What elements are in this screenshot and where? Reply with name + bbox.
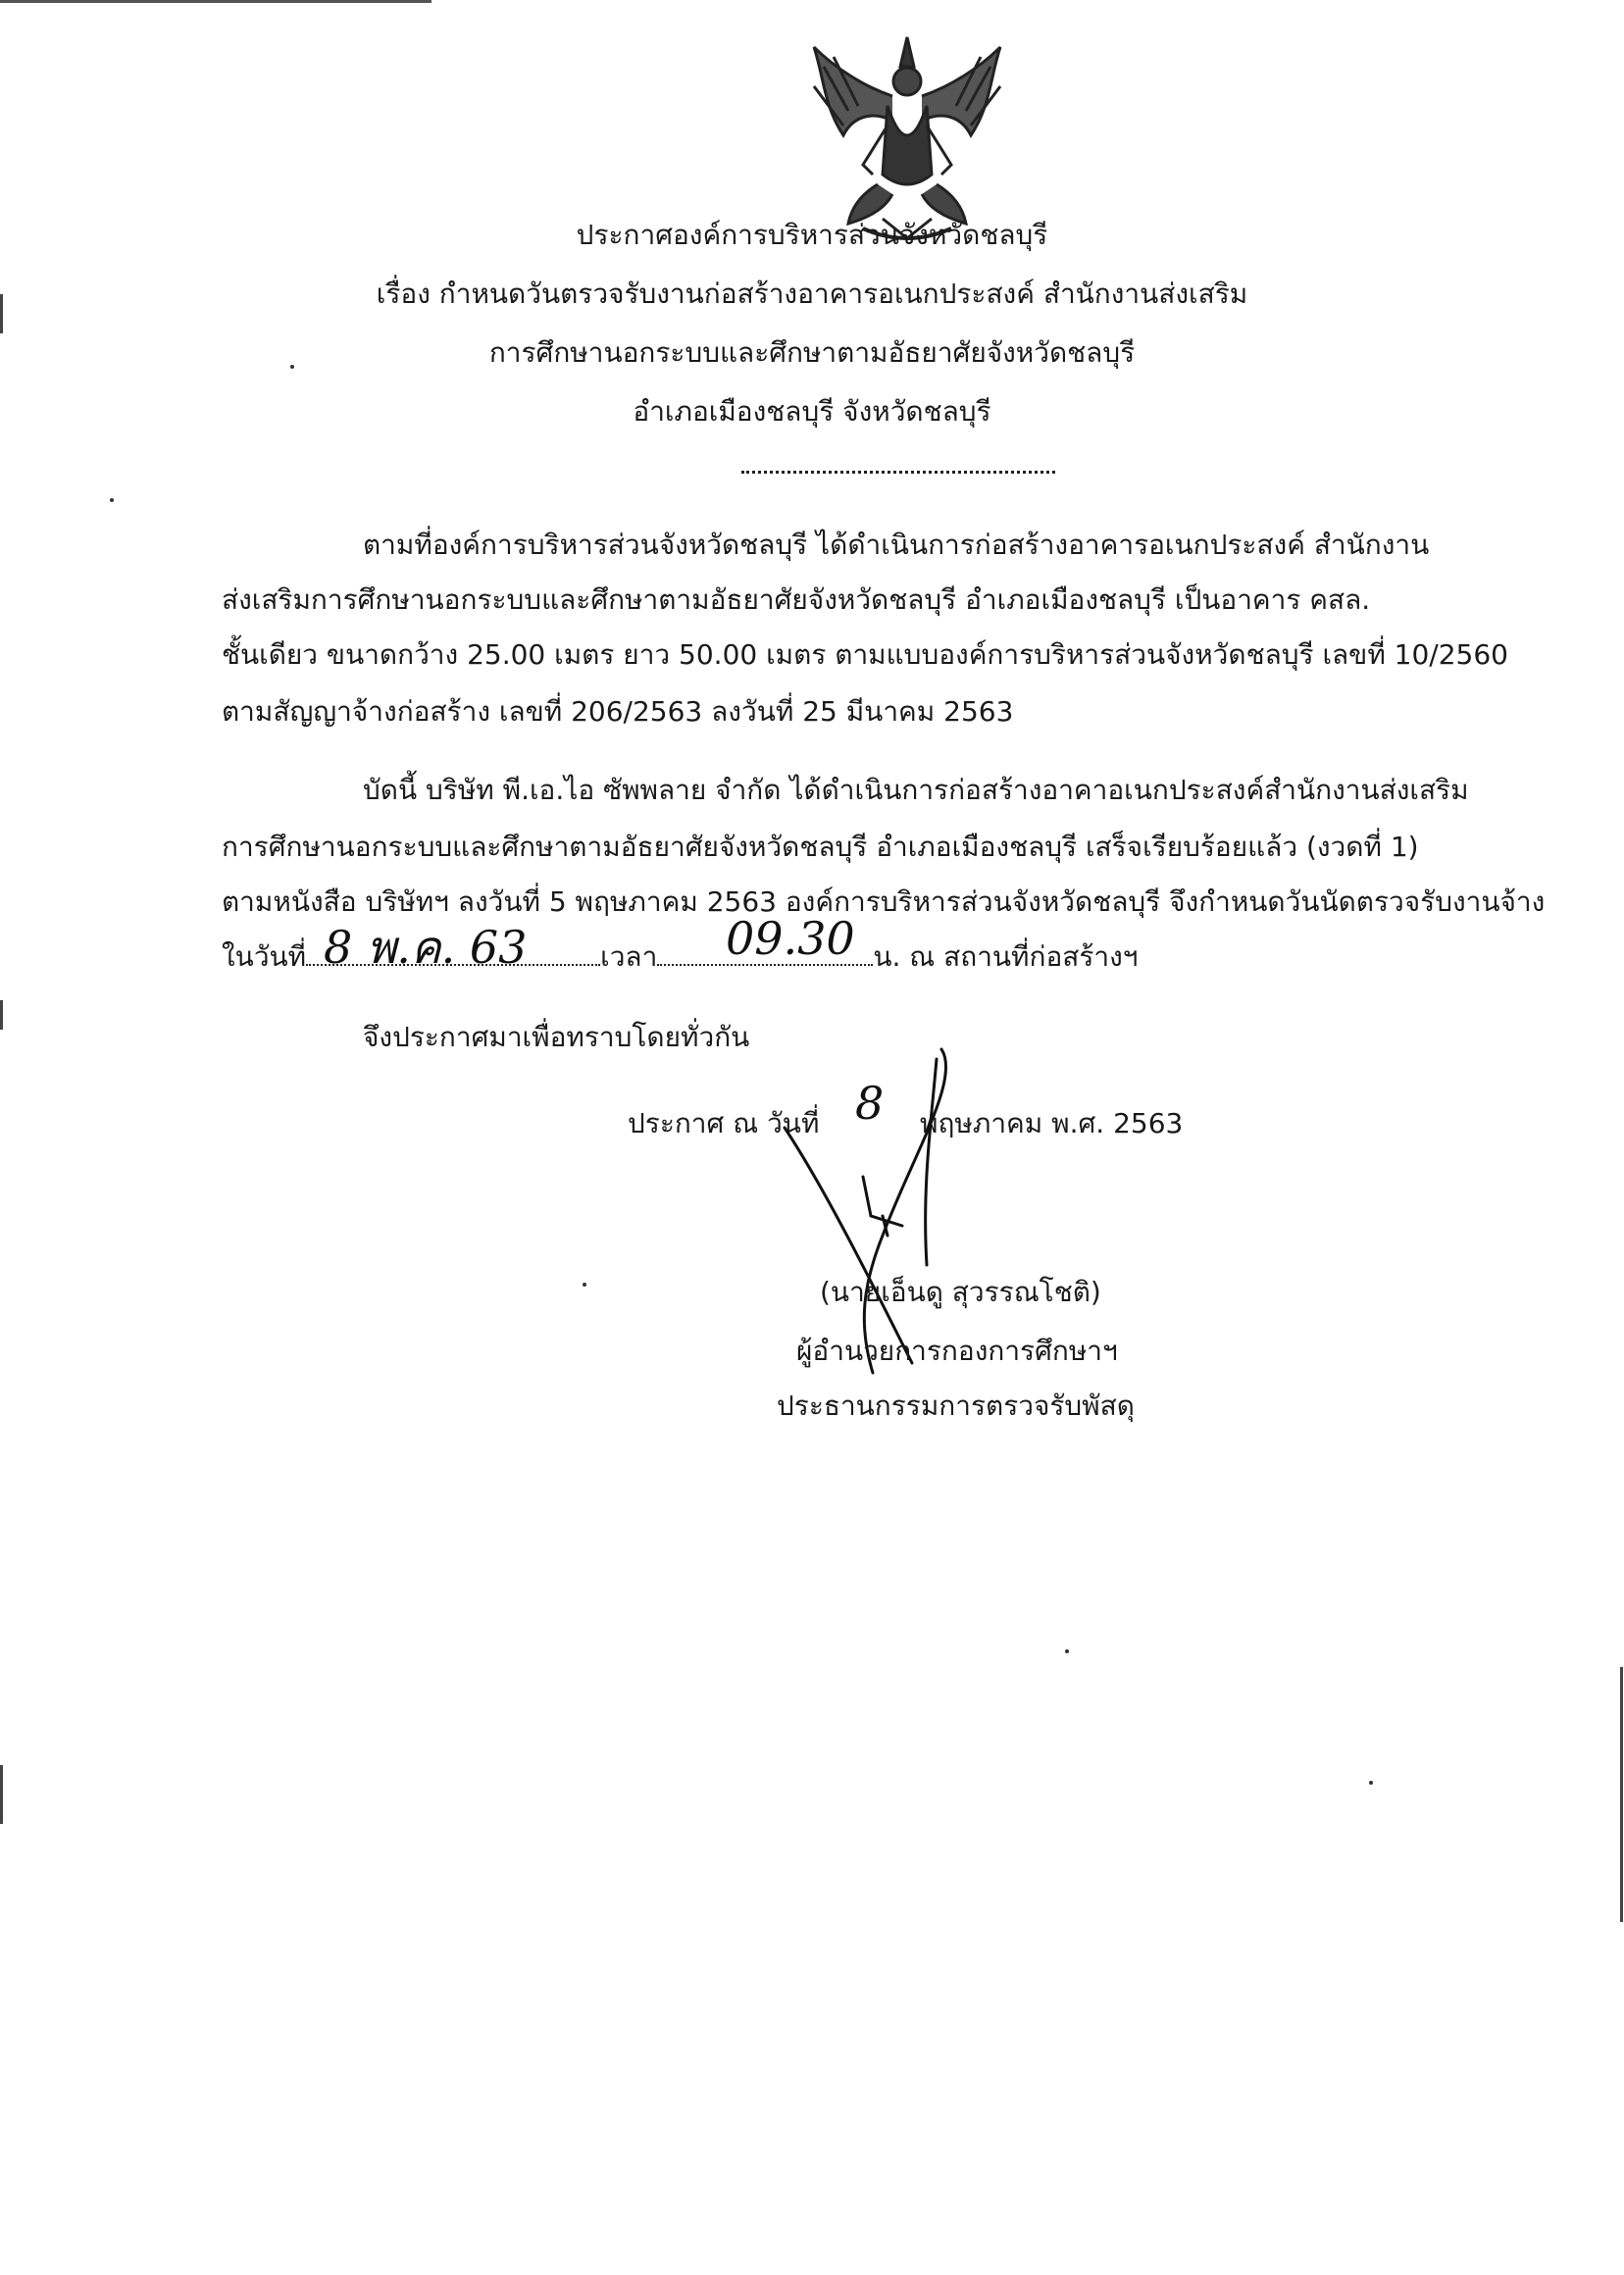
time-suffix: น. ณ สถานที่ก่อสร้างฯ — [873, 940, 1139, 973]
paragraph-1-line-3: ชั้นเดียว ขนาดกว้าง 25.00 เมตร ยาว 50.00 เมตร ตามแบบองค์การบริหารส่วนจังหวัดชลบุรี เลขที่ 10/2560 — [222, 638, 1508, 671]
header-line-3: การศึกษานอกระบบและศึกษาตามอัธยาศัยจังหวัดชลบุรี — [488, 336, 1136, 369]
paragraph-2-line-3: ตามหนังสือ บริษัทฯ ลงวันที่ 5 พฤษภาคม 2563 องค์การบริหารส่วนจังหวัดชลบุรี จึงกำหนดวันนัดตรวจรับงานจ้าง — [222, 885, 1546, 918]
scan-edge-line — [0, 0, 431, 3]
scan-speck — [110, 498, 114, 502]
signatory-position-1: ผู้อำนวยการกองการศึกษาฯ — [796, 1335, 1118, 1367]
signatory-position-2: ประธานกรรมการตรวจรับพัสดุ — [777, 1390, 1135, 1422]
paragraph-2-line-1: บัดนี้ บริษัท พี.เอ.ไอ ซัพพลาย จำกัด ได้ดำเนินการก่อสร้างอาคาอเนกประสงค์สำนักงานส่งเสริม — [363, 774, 1469, 806]
time-label: เวลา — [600, 940, 658, 973]
handwritten-date: 8 พ.ค. 63 — [324, 921, 528, 974]
header-subject-line: เรื่อง กำหนดวันตรวจรับงานก่อสร้างอาคารอเนกประสงค์ สำนักงานส่งเสริม — [376, 278, 1248, 310]
scan-speck — [1065, 1649, 1069, 1653]
announce-prefix: ประกาศ ณ วันที่ — [628, 1107, 820, 1139]
scan-speck — [583, 1283, 586, 1287]
scan-edge-mark — [1620, 1667, 1623, 1922]
header-line-4: อำเภอเมืองชลบุรี จังหวัดชลบุรี — [633, 395, 991, 428]
paragraph-1-line-2: ส่งเสริมการศึกษานอกระบบและศึกษาตามอัธยาศัยจังหวัดชลบุรี อำเภอเมืองชลบุรี เป็นอาคาร คสล. — [222, 583, 1371, 616]
handwritten-time: 09.30 — [726, 912, 855, 965]
closing-line: จึงประกาศมาเพื่อทราบโดยทั่วกัน — [363, 1021, 750, 1053]
handwritten-day: 8 — [855, 1077, 885, 1130]
header-line-1: ประกาศองค์การบริหารส่วนจังหวัดชลบุรี — [576, 219, 1048, 251]
paragraph-1-line-4: ตามสัญญาจ้างก่อสร้าง เลขที่ 206/2563 ลงวันที่ 25 มีนาคม 2563 — [222, 695, 1014, 728]
signatory-name: (นายเอ็นดู สุวรรณโชติ) — [820, 1276, 1101, 1308]
scan-edge-mark — [0, 1765, 3, 1824]
paragraph-1-line-1: ตามที่องค์การบริหารส่วนจังหวัดชลบุรี ได้ดำเนินการก่อสร้างอาคารอเนกประสงค์ สำนักงาน — [363, 529, 1430, 561]
header-separator — [741, 471, 1055, 474]
scan-speck — [1369, 1781, 1373, 1785]
announce-suffix: พฤษภาคม พ.ศ. 2563 — [920, 1107, 1184, 1139]
paragraph-2-line-2: การศึกษานอกระบบและศึกษาตามอัธยาศัยจังหวัดชลบุรี อำเภอเมืองชลบุรี เสร็จเรียบร้อยแล้ว (งวดที่ 1) — [222, 831, 1419, 863]
date-label: ในวันที่ — [222, 940, 307, 973]
scan-edge-mark — [0, 1000, 3, 1030]
